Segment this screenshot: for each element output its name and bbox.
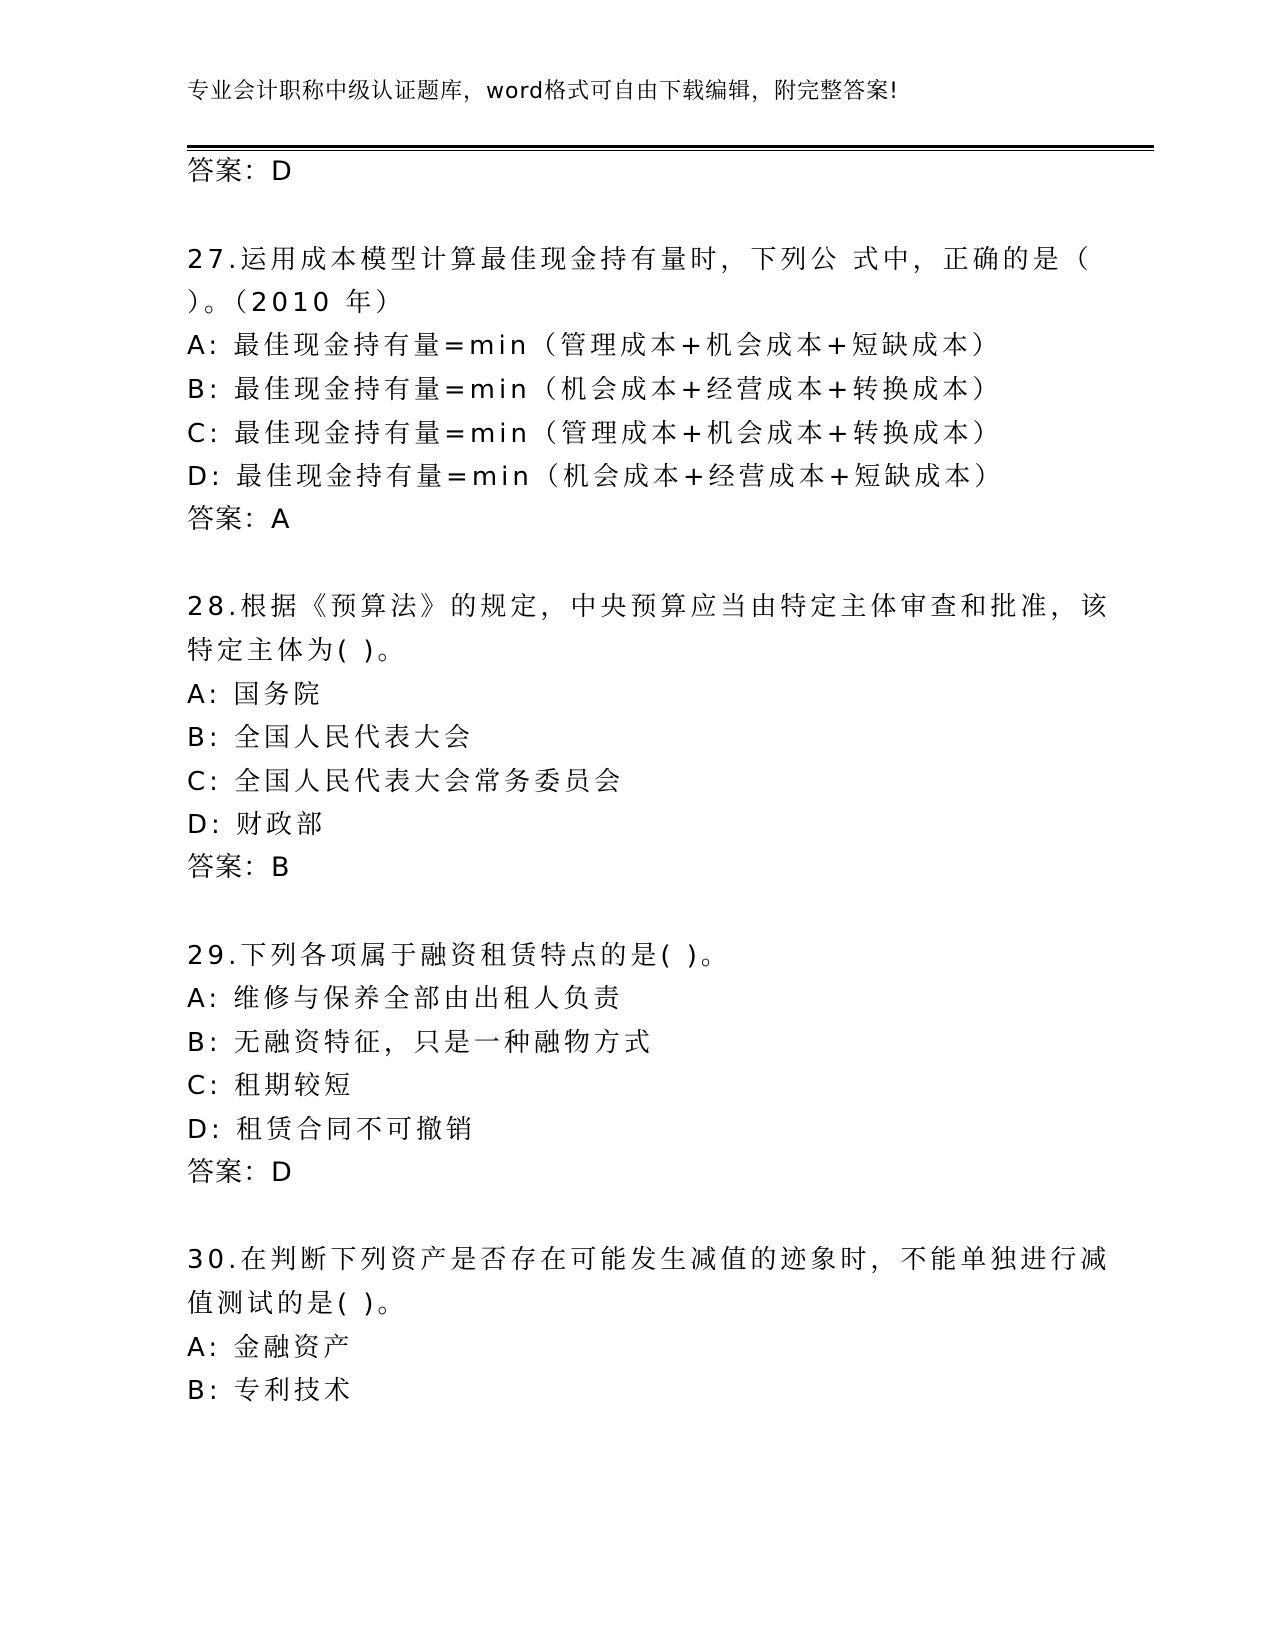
question-30-option-b: B: 专利技术	[187, 1376, 354, 1406]
question-29-line-1: 29.下列各项属于融资租赁特点的是( )。	[187, 941, 731, 971]
question-27-option-d: D: 最佳现金持有量=min（机会成本+经营成本+短缺成本）	[187, 462, 1005, 492]
question-30-option-a: A: 金融资产	[187, 1333, 354, 1363]
answer-line: 答案：B	[187, 852, 291, 883]
question-28-line-2: 特定主体为( )。	[187, 636, 408, 666]
answer-line: 答案：D	[187, 156, 293, 187]
page-header: 专业会计职称中级认证题库，word格式可自由下载编辑，附完整答案!	[187, 79, 899, 104]
question-27-line-1: 27.运用成本模型计算最佳现金持有量时，下列公 式中，正确的是（	[187, 245, 1093, 275]
answer-line: 答案：A	[187, 504, 291, 535]
header-rule-thin	[187, 150, 1154, 151]
question-28-option-c: C: 全国人民代表大会常务委员会	[187, 767, 625, 797]
question-27-option-b: B: 最佳现金持有量=min（机会成本+经营成本+转换成本）	[187, 375, 1003, 405]
question-28-option-a: A: 国务院	[187, 680, 324, 710]
question-29-option-a: A: 维修与保养全部由出租人负责	[187, 984, 624, 1014]
question-27-option-a: A: 最佳现金持有量=min（管理成本+机会成本+短缺成本）	[187, 331, 1002, 361]
question-30-line-2: 值测试的是( )。	[187, 1289, 408, 1319]
question-29-option-b: B: 无融资特征，只是一种融物方式	[187, 1028, 654, 1058]
header-rule-thick	[187, 145, 1154, 148]
answer-line: 答案：D	[187, 1157, 293, 1188]
question-28-option-b: B: 全国人民代表大会	[187, 723, 474, 753]
question-27-line-2: ）。（2010 年）	[187, 288, 406, 318]
question-29-option-d: D: 租赁合同不可撤销	[187, 1115, 477, 1145]
question-28-line-1: 28.根据《预算法》的规定，中央预算应当由特定主体审查和批准，该	[187, 592, 1111, 622]
question-29-option-c: C: 租期较短	[187, 1071, 355, 1101]
question-27-option-c: C: 最佳现金持有量=min（管理成本+机会成本+转换成本）	[187, 419, 1003, 449]
question-30-line-1: 30.在判断下列资产是否存在可能发生减值的迹象时，不能单独进行减	[187, 1245, 1111, 1275]
question-28-option-d: D: 财政部	[187, 810, 327, 840]
